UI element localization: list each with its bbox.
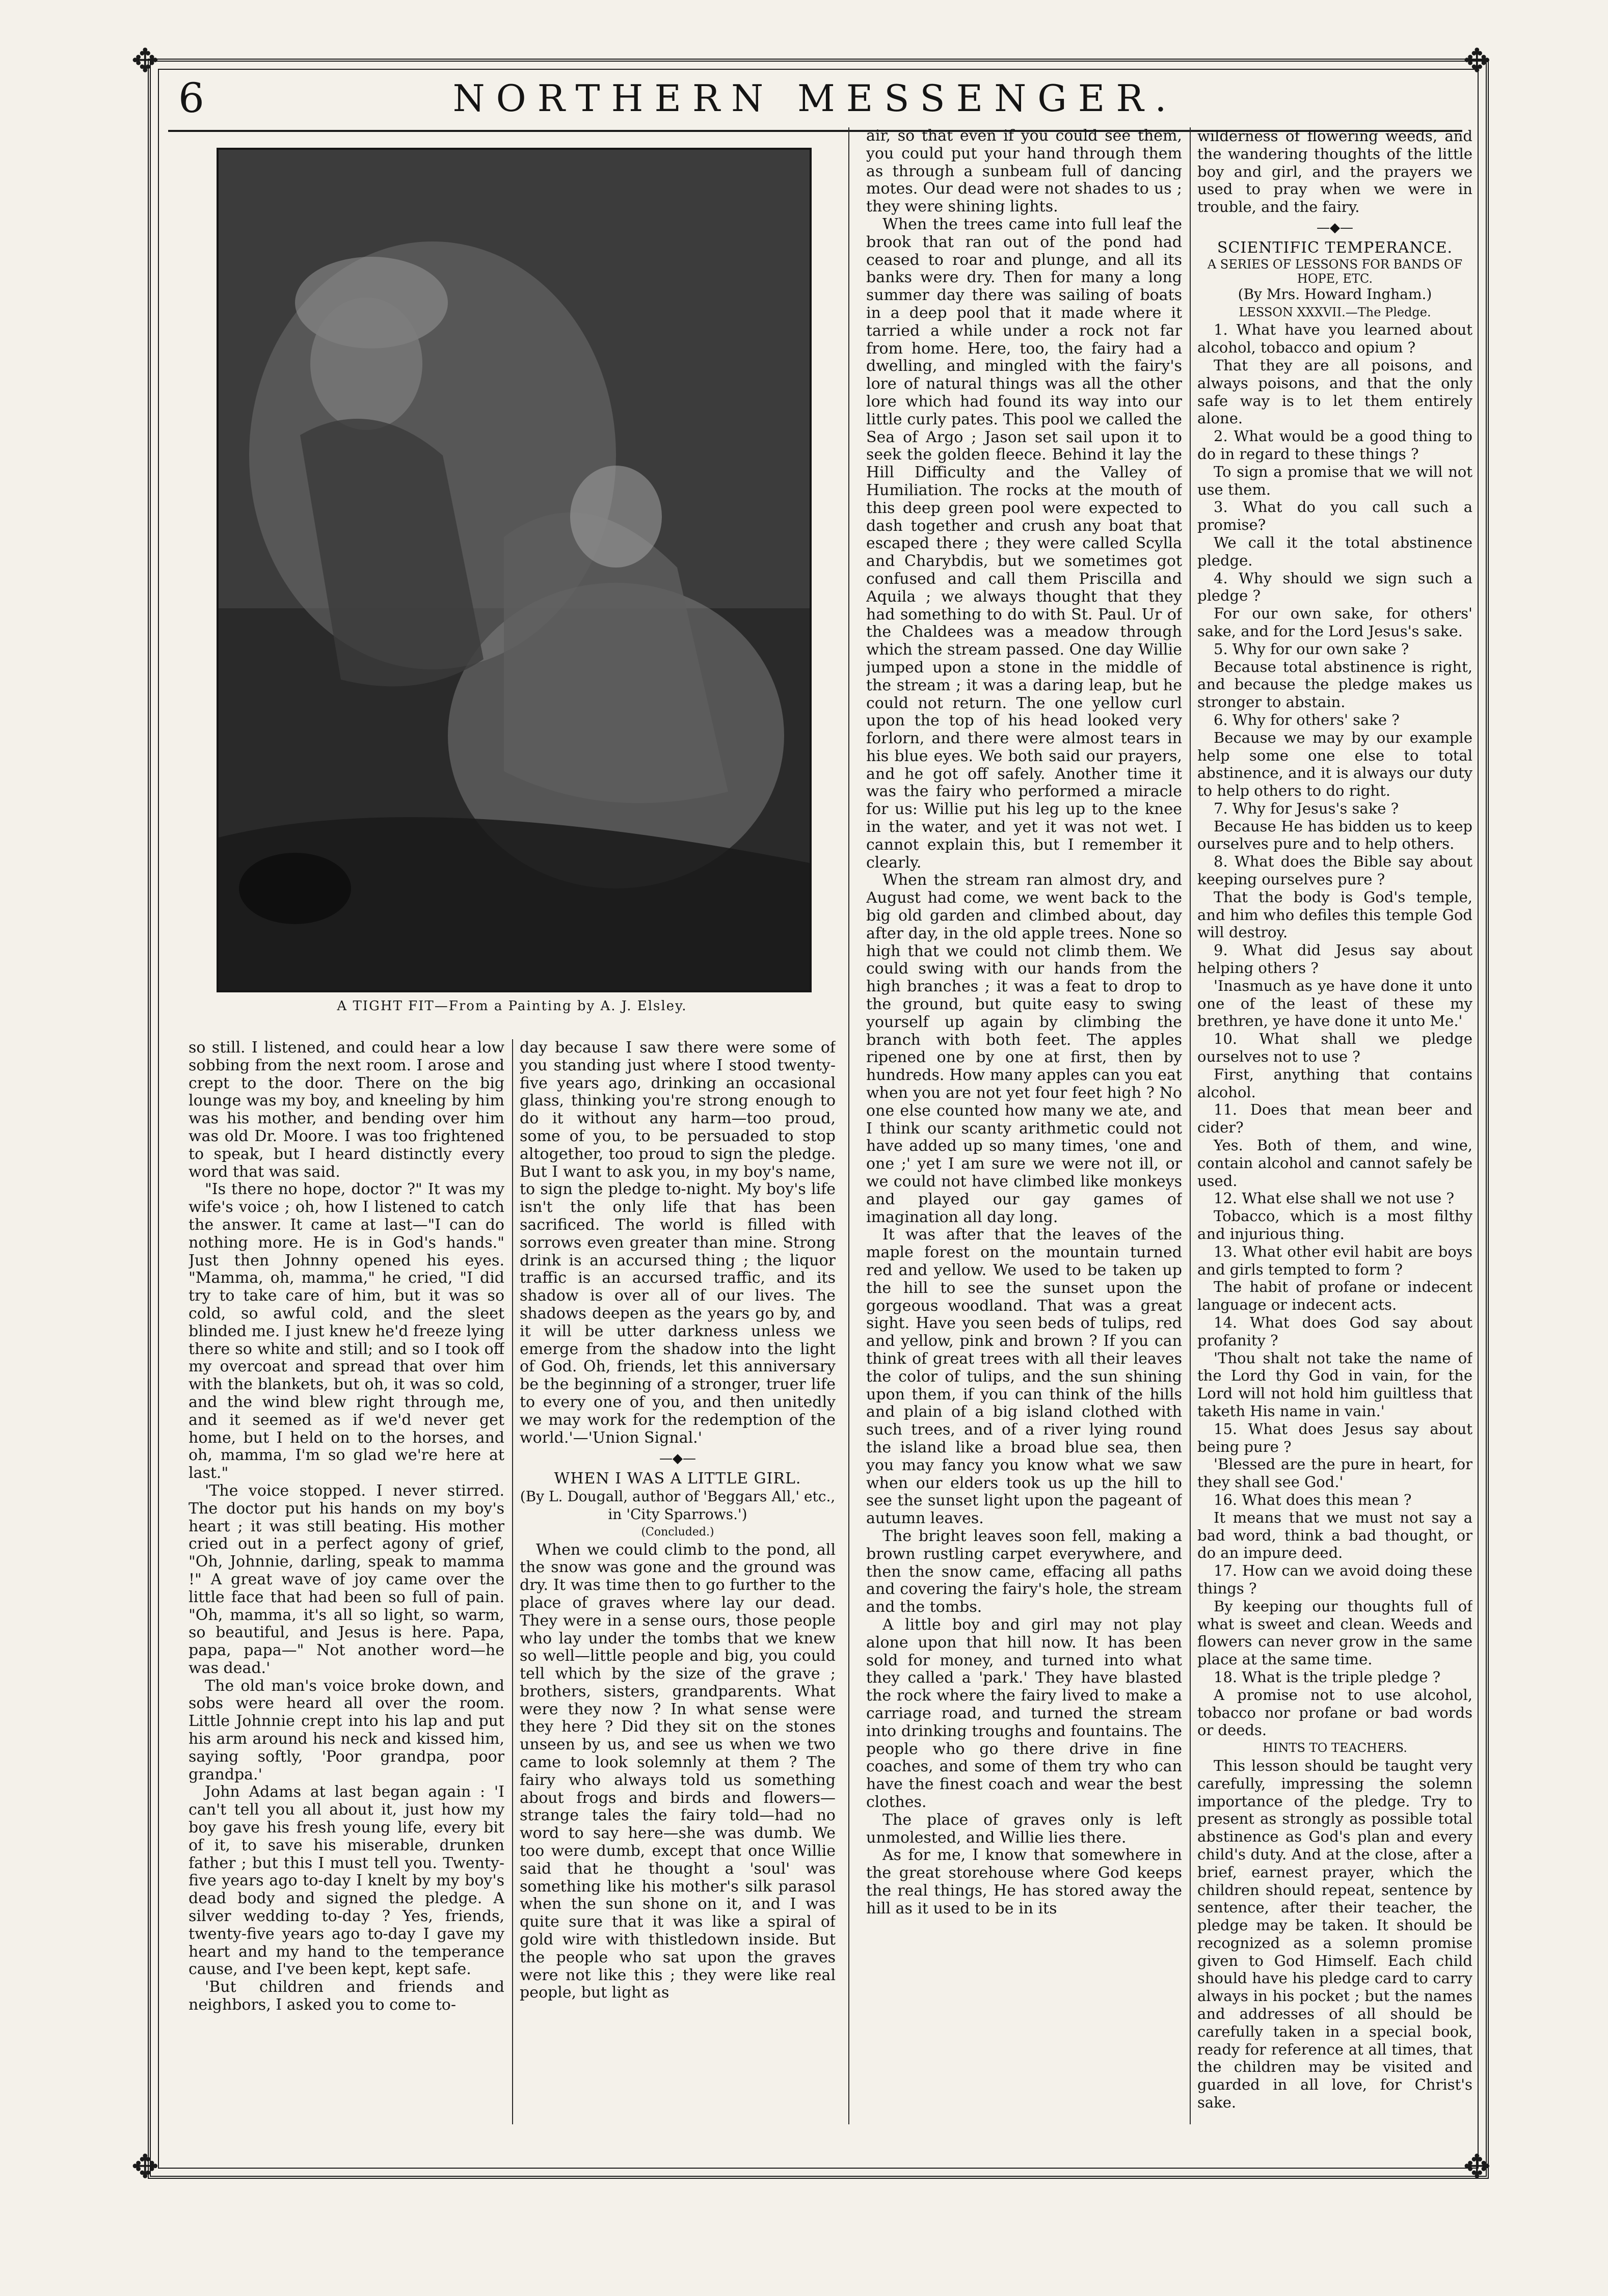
paragraph: When we could climb to the pond, all the snow was gone and the ground was dry. It was time then to go further to the place of graves where lay our dead. They were in a sense ours, those people who lay under the tombs that we knew so well—little people and big, you could tell which by the size of the grave ; brothers, sisters, grandparents. What were they now ? In what sense were they here ? Did they sit on the stones unseen by us, and see us when we two came to look solemnly at them ? The fairy who always told us something about frogs and birds and flowers—strange tales the fairy told—had no word to say here—she was dumb. We too were dumb, except that once Willie said that he thought a 'soul' was something like his mother's silk parasol when the sun shone on it, and I was quite sure that it was like a spiral of gold wire with thistledown inside. But the people who sat upon the graves were not like this ; they were like real people, but light as [520, 1541, 836, 2002]
page-number: 6 [178, 74, 204, 122]
section-separator: —◆— [659, 1451, 696, 1467]
qa-line: 4. Why should we sign such a pledge ? [1197, 569, 1472, 605]
qa-line: That the body is God's temple, and him who defiles this temple God will destroy. [1197, 888, 1472, 941]
qa-line: By keeping our thoughts full of what is sweet and clean. Weeds and flowers can never grow in the same place at the same time. [1197, 1597, 1472, 1668]
lesson-heading: LESSON XXXVII.—The Pledge. [1239, 305, 1431, 319]
qa-line: 7. Why for Jesus's sake ? [1214, 799, 1399, 817]
paragraph: so still. I listened, and could hear a low sobbing from the next room. I arose and crept to the door. There on the big lounge was my boy, and kneeling by him was his mother, and bending over him was old Dr. Moore. I was too frightened to speak, but I heard distinctly every word that was said. [189, 1039, 504, 1181]
paragraph: The old man's voice broke down, and sobs were heard all over the room. Little Johnnie crept into his lap and put his arm around his neck and kissed him, saying softly, 'Poor grandpa, poor grandpa.' [189, 1677, 504, 1784]
corner-ornament-icon: ✥ [1463, 2148, 1491, 2186]
column-1 [189, 1039, 504, 2124]
qa-line: Tobacco, which is a most filthy and injurious thing. [1197, 1207, 1472, 1243]
qa-line: Yes. Both of them, and wine, contain alcohol and cannot safely be used. [1197, 1137, 1472, 1190]
qa-line: 16. What does this mean ? [1214, 1491, 1412, 1508]
section-subtitle: A SERIES OF LESSONS FOR BANDS OF HOPE, ETC. [1207, 257, 1463, 286]
paragraph: The bright leaves soon fell, making a brown rustling carpet everywhere, and then the snow came, effacing all paths and covering the fairy's hole, the stream and the tombs. [866, 1527, 1182, 1616]
section-byline: (By Mrs. Howard Ingham.) [1238, 285, 1432, 303]
newspaper-title: NORTHERN MESSENGER. [452, 77, 1178, 120]
qa-line: 11. Does that mean beer and cider? [1197, 1101, 1472, 1137]
section-separator: —◆— [1317, 220, 1353, 235]
story-title: WHEN I WAS A LITTLE GIRL. [554, 1470, 801, 1488]
story-concluded-note: (Concluded.) [641, 1525, 714, 1538]
qa-line: 'Inasmuch as ye have done it unto one of the least of these my brethren, ye have done it unto Me.' [1197, 977, 1472, 1030]
illustration-caption: A TIGHT FIT—From a Painting by A. J. Elsley. [337, 998, 687, 1014]
qa-line: Because total abstinence is right, and because the pledge makes us stronger to abstain. [1197, 658, 1472, 711]
qa-line: We call it the total abstinence pledge. [1197, 533, 1472, 569]
paragraph: "Is there no hope, doctor ?" It was my wife's voice ; oh, how I listened to catch the answer. It came at last—"I can do nothing more. He is in God's hands." Just then Johnny opened his eyes. "Mamma, oh, mamma," he cried, "I did try to take care of him, but it was so cold, so awful cold, and the sleet blinded me. I just knew he'd freeze lying there so white and still; and so I took off my overcoat and spread that over him with the blankets, but oh, it was so cold, and the wind blew right through me, and it seemed as if we'd never get home, but I held on to the horses, and oh, mamma, I'm so glad we're here at last." [189, 1180, 504, 1482]
qa-line: 'Blessed are the pure in heart, for they shall see God.' [1197, 1455, 1472, 1491]
paragraph: John Adams at last began again : 'I can't tell you all about it, just how my boy gave his fresh young life, every bit of it, to save his miserable, drunken father ; but this I must tell you. Twenty-five years ago to-day I knelt by my boy's dead body and signed the pledge. A silver wedding to-day ? Yes, friends, twenty-five years ago to-day I gave my heart and my hand to the temperance cause, and I've been kept, kept safe. [189, 1783, 504, 1979]
paragraph: When the stream ran almost dry, and August had come, we went back to the big old garden and climbed about, day after day, in the old apple trees. None so high that we could not climb them. We could swing with our hands from the high branches ; it was a feat to drop to the ground, but quite easy to swing yourself up again by climbing the branch with both feet. The apples ripened one by one at first, then by hundreds. How many apples can you eat when you are not yet four feet high ? No one else counted how many we ate, and I think our scanty arithmetic could not have added up so many times, 'one and one ;' yet I am sure we were not ill, or we could not have climbed like monkeys and played our gay games of imagination all day long. [866, 871, 1182, 1226]
qa-line: 15. What does Jesus say about being pure ? [1197, 1420, 1472, 1455]
qa-line: 12. What else shall we not use ? [1214, 1190, 1455, 1207]
qa-line: The habit of profane or indecent language or indecent acts. [1197, 1278, 1472, 1314]
story-byline: (By L. Dougall, author of 'Beggars All,' etc., in 'City Sparrows.') [520, 1488, 836, 1523]
paragraph: A little boy and girl may not play alone upon that hill now. It has been sold for money, and turned into what they called a 'park.' They have blasted the rock where the fairy lived to make a carriage road, and turned the stream into drinking troughs and fountains. The people who go there drive in fine coaches, and some of them try who can have the finest coach and wear the best clothes. [866, 1615, 1182, 1811]
qa-line: Because we may by our example help some one else to total abstinence, and it is always our duty to help others to do right. [1197, 728, 1472, 800]
paragraph: 'But children and friends and neighbors, I asked you to come to- [189, 1978, 504, 2014]
qa-line: 8. What does the Bible say about keeping ourselves pure ? [1197, 853, 1472, 888]
qa-line: 5. Why for our own sake ? [1214, 640, 1409, 658]
masthead [168, 74, 1462, 132]
qa-line: 3. What do you call such a promise? [1197, 498, 1472, 534]
qa-line: First, anything that contains alcohol. [1197, 1065, 1472, 1101]
column-rule [512, 1039, 513, 2124]
qa-line: A promise not to use alcohol, tobacco nor profane or bad words or deeds. [1197, 1686, 1472, 1739]
qa-line: It means that we must not say a bad word, think a bad thought, or do an impure deed. [1197, 1508, 1472, 1562]
column-rule [1190, 127, 1191, 2124]
column-4 [1197, 127, 1472, 2124]
qa-line: 'Thou shalt not take the name of the Lord thy God in vain, for the Lord will not hold him guiltless that taketh His name in vain.' [1197, 1349, 1472, 1420]
qa-line: 10. What shall we pledge ourselves not to use ? [1197, 1030, 1472, 1066]
column-2 [520, 1039, 836, 2124]
qa-line: 2. What would be a good thing to do in regard to these things ? [1197, 427, 1472, 463]
qa-line: 13. What other evil habit are boys and girls tempted to form ? [1197, 1242, 1472, 1278]
hints-heading: HINTS TO TEACHERS. [1263, 1741, 1407, 1755]
painting-reproduction [219, 150, 810, 990]
corner-ornament-icon: ✥ [131, 42, 159, 80]
paragraph: air, so that even if you could see them, you could put your hand through them as through a sunbeam full of dancing motes. Our dead were not shades to us ; they were shining lights. [866, 127, 1182, 216]
qa-line: 18. What is the triple pledge ? [1214, 1668, 1441, 1686]
qa-line: 14. What does God say about profanity ? [1197, 1314, 1472, 1349]
paragraph: It was after that the leaves of the maple forest on the mountain turned red and yellow. We used to be taken up the hill to see the sunset upon the gorgeous woodland. That was a great sight. Have you seen beds of tulips, red and yellow, pink and brown ? If you can think of great trees with all their leaves the color of tulips, and the sun shining upon them, if you can think of the hills and plain of a big island clothed with such trees, and of a river lying round the island like a broad blue sea, then you may fancy you know what we saw when our elders took us up the hill to see the sunset light upon the pageant of autumn leaves. [866, 1226, 1182, 1528]
qa-line: 1. What have you learned about alcohol, tobacco and opium ? [1197, 321, 1472, 357]
paragraph: This lesson should be taught very carefully, impressing the solemn importance of the pledge. Try to present as strongly as possible total abstinence as God's plan and every child's duty. And at the close, after a brief, earnest prayer, which the children should repeat, sentence by sentence, after their teacher, the pledge may be taken. It should be recognized as a solemn promise given to God Himself. Each child should have his pledge card to carry always in his pocket ; but the names and addresses of all should be carefully taken in a special book, ready for reference at all times, that the children may be visited and guarded in all love, for Christ's sake. [1197, 1757, 1472, 2112]
corner-ornament-icon: ✥ [1463, 42, 1491, 80]
qa-line: 9. What did Jesus say about helping others ? [1197, 941, 1472, 977]
section-title: SCIENTIFIC TEMPERANCE. [1217, 238, 1453, 257]
paragraph: wilderness of flowering weeds, and the wandering thoughts of the little boy and girl, and the prayers we used to pray when we were in trouble, and the fairy. [1197, 127, 1472, 216]
qa-line: Because He has bidden us to keep ourselves pure and to help others. [1197, 817, 1472, 853]
paragraph: The place of graves only is left unmolested, and Willie lies there. [866, 1811, 1182, 1847]
column-3 [866, 127, 1182, 2124]
paragraph: When the trees came into full leaf the brook that ran out of the pond had ceased to roar and plunge, and all its banks were dry. Then for many a long summer day there was sailing of boats in a deep pool that it made where it tarried a while under a rock not far from home. Here, too, the fairy had a dwelling, and mingled with the fairy's lore of natural things was all the other lore which had found its way into our little curly pates. This pool we called the Sea of Argo ; Jason set sail upon it to seek the golden fleece. Behind it lay the Hill Difficulty and the Valley of Humiliation. The rocks at the mouth of this deep green pool were expected to dash together and crush any boat that escaped there ; they were called Scylla and Charybdis, but we sometimes got confused and call them Priscilla and Aquila ; we always thought that they had something to do with St. Paul. Ur of the Chaldees was a meadow through which the stream passed. One day Willie jumped upon a stone in the middle of the stream ; it was a daring leap, but he could not return. The one yellow curl upon the top of his head looked very forlorn, and there were almost tears in his blue eyes. We both said our prayers, and he got off safely. Another time it was the fairy who performed a miracle for us: Willie put his leg up to the knee in the water, and yet it was not wet. I cannot explain this, but I remember it clearly. [866, 215, 1182, 872]
illustration [217, 148, 812, 992]
column-rule [848, 127, 849, 2124]
qa-line: To sign a promise that we will not use them. [1197, 463, 1472, 498]
paragraph: 'The voice stopped. I never stirred. The doctor put his hands on my boy's heart ; it was still beating. His mother cried out in a perfect agony of grief, "Oh, Johnnie, darling, speak to mamma !" A great wave of joy came over the little face that had been so full of pain. "Oh, mamma, it's all so light, so warm, so beautiful, and Jesus is here. Papa, papa, papa—" Not another word—he was dead.' [189, 1481, 504, 1677]
qa-line: 6. Why for others' sake ? [1214, 711, 1400, 728]
qa-line: That they are all poisons, and always poisons, and that the only safe way is to let them entirely alone. [1197, 356, 1472, 427]
paragraph: day because I saw there were some of you standing just where I stood twenty-five years ago, drinking an occasional glass, thinking you're strong enough to do it without any harm—too proud, some of you, to be persuaded to stop altogether, too proud to sign the pledge. But I want to ask you, in my boy's name, to sign the pledge to-night. My boy's life isn't the only life that has been sacrificed. The world is filled with sorrows even greater than mine. Strong drink is an accursed thing ; the liquor traffic is an accursed traffic, and its shadow is over all of our lives. The shadows deepen as the years go by, and it will be utter darkness unless we emerge from the shadow into the light of God. Oh, friends, let this anniversary be the beginning of a stronger, truer life to every one of you, and then unitedly we may work for the redemption of the world.'—'Union Signal.' [520, 1039, 836, 1447]
lesson-qa-list [1197, 321, 1472, 1739]
qa-line: 17. How can we avoid doing these things ? [1197, 1562, 1472, 1597]
paragraph: As for me, I know that somewhere in the great storehouse where God keeps the real things, He has stored away the hill as it used to be in its [866, 1846, 1182, 1917]
qa-line: For our own sake, for others' sake, and for the Lord Jesus's sake. [1197, 605, 1472, 640]
corner-ornament-icon: ✥ [131, 2148, 159, 2186]
